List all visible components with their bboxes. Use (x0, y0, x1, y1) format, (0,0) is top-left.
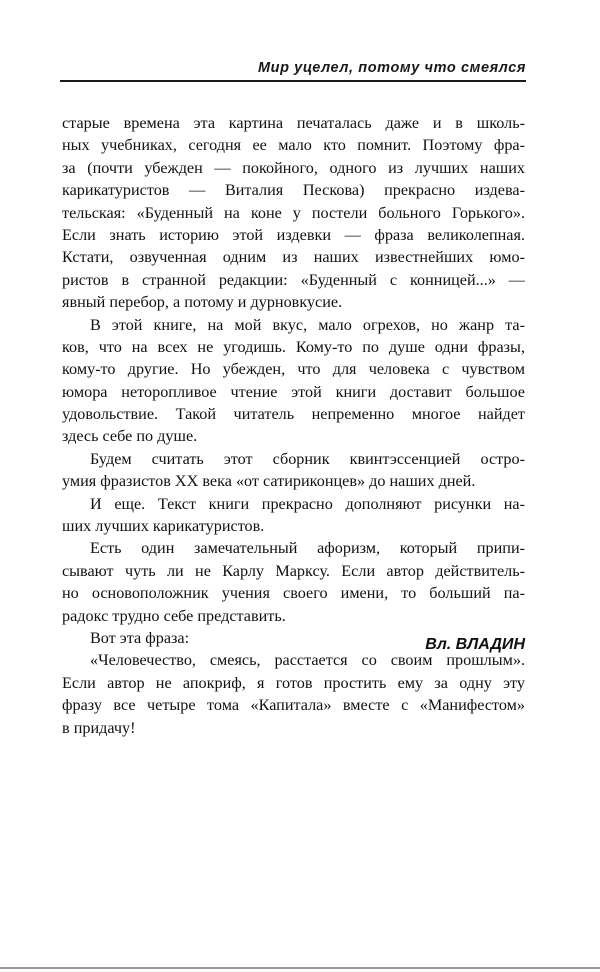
text-line: за (почти убежден — покойного, одного из лучших наших (62, 158, 525, 177)
text-line: в придачу! (62, 718, 136, 737)
text-line: Есть один замечательный афоризм, который припи- (90, 539, 525, 558)
text-line: «Человечество, смеясь, расстается со своим прошлым». (90, 651, 525, 670)
text-line: Будем считать этот сборник квинтэссенцией остро- (90, 449, 525, 468)
author-signature: Вл. ВЛАДИН (425, 636, 525, 653)
text-line: фразу все четыре тома «Капитала» вместе с «Манифестом» (62, 696, 525, 715)
text-line: ков, что на всех не угодишь. Кому-то по душе одни фразы, (62, 337, 525, 356)
text-line: но основоположник учения своего имени, то больший па- (62, 584, 525, 603)
text-line: явный перебор, а потому и дурновкусие. (62, 293, 343, 312)
text-line: радокс трудно себе представить. (62, 606, 286, 625)
text-line: ных учебниках, сегодня ее мало кто помнит. Поэтому фра- (62, 136, 525, 155)
text-line: здесь себе по душе. (62, 427, 198, 446)
text-line: ших лучших карикатуристов. (62, 517, 265, 536)
text-line: старые времена эта картина печаталась даже и в школь- (62, 114, 525, 132)
text-line: кому-то другие. Но убежден, что для человека с чувством (62, 360, 525, 379)
text-line: умия фразистов XX века «от сатириконцев» до наших дней. (62, 472, 476, 491)
running-head: Мир уцелел, потому что смеялся (257, 60, 526, 76)
text-line: карикатуристов — Виталия Пескова) прекрасно издева- (62, 181, 525, 200)
page-bottom-edge (0, 967, 600, 969)
text-line: И еще. Текст книги прекрасно дополняют рисунки на- (90, 494, 525, 513)
text-line: Вот эта фраза: (90, 628, 190, 647)
text-line: тельская: «Буденный на коне у постели больного Горького». (62, 203, 525, 222)
text-line: Если знать историю этой издевки — фраза великолепная. (62, 225, 525, 244)
header-rule (60, 80, 526, 82)
text-line: Кстати, озвученная одним из наших известнейших юмо- (62, 248, 525, 267)
text-line: ристов в странной редакции: «Буденный с конницей...» — (62, 270, 525, 289)
text-line: В этой книге, на мой вкус, мало огрехов, но жанр та- (90, 315, 525, 334)
text-line: юмора неторопливое чтение этой книги доставит большое (62, 382, 525, 401)
text-line: Если автор не апокриф, я готов простить ему за одну эту (62, 673, 525, 692)
text-line: сывают чуть ли не Карлу Марксу. Если автор действитель- (62, 561, 525, 580)
text-line: удовольствие. Такой читатель непременно многое найдет (62, 405, 525, 424)
